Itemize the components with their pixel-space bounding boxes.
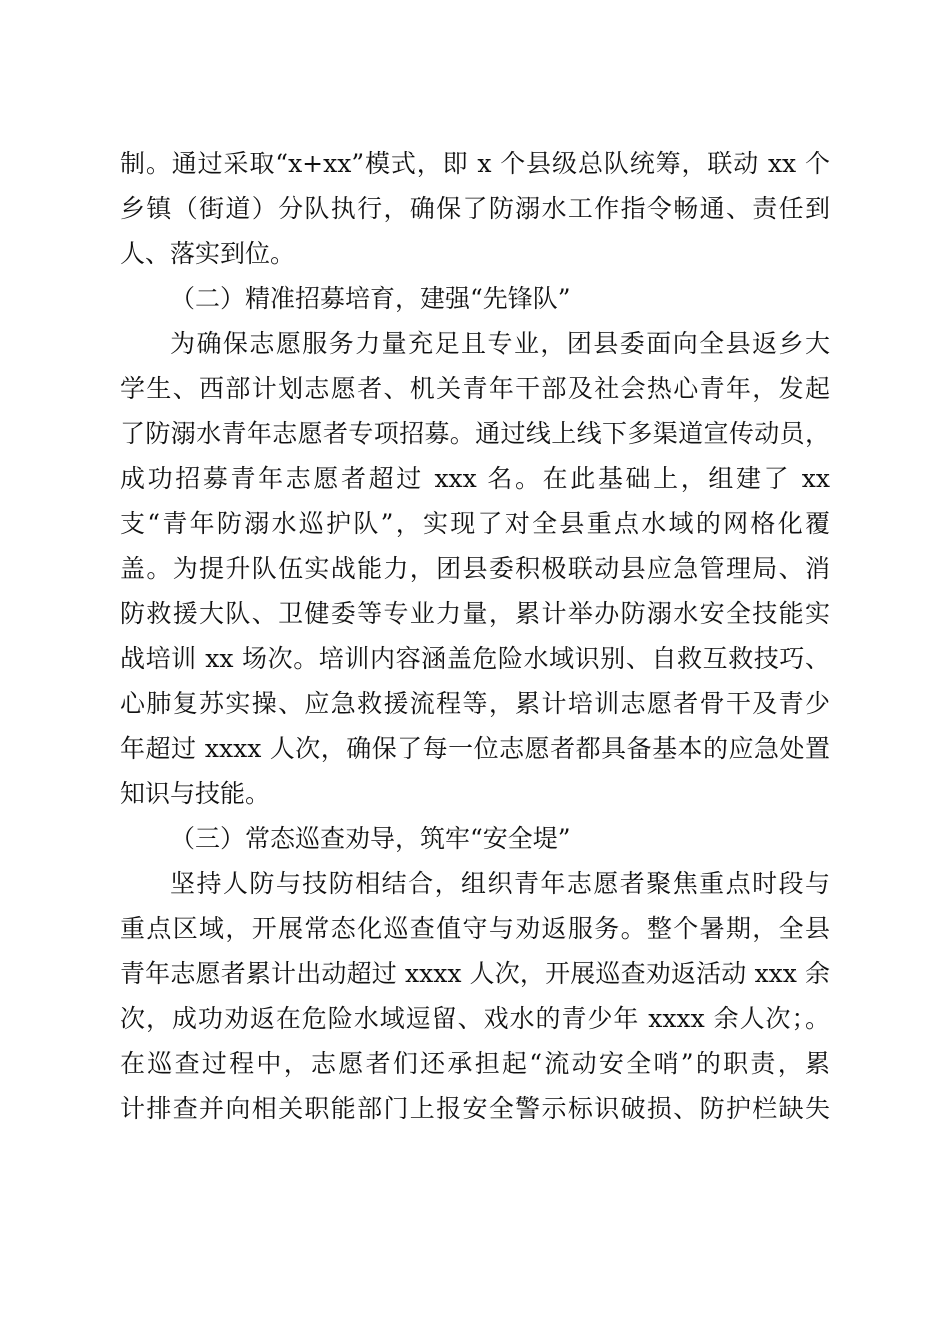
- paragraph-line: 重点区域，开展常态化巡查值守与劝返服务。整个暑期，全县: [120, 914, 830, 943]
- paragraph-line: 战培训 xx 场次。培训内容涵盖危险水域识别、自救互救技巧、: [120, 644, 830, 673]
- paragraph-line: 学生、西部计划志愿者、机关青年干部及社会热心青年，发起: [120, 374, 830, 403]
- paragraph-line: 防救援大队、卫健委等专业力量，累计举办防溺水安全技能实: [120, 599, 830, 628]
- paragraph-line: 坚持人防与技防相结合，组织青年志愿者聚焦重点时段与: [170, 869, 830, 898]
- paragraph-line: 在巡查过程中，志愿者们还承担起“流动安全哨”的职责，累: [120, 1049, 830, 1078]
- paragraph-recruitment: [120, 321, 830, 816]
- paragraph-patrol: [120, 861, 830, 1131]
- paragraph-line: 盖。为提升队伍实战能力，团县委积极联动县应急管理局、消: [120, 554, 830, 583]
- paragraph-line: 知识与技能。: [120, 779, 271, 808]
- paragraph-line: 次，成功劝返在危险水域逗留、戏水的青少年 xxxx 余人次；。: [120, 1004, 830, 1033]
- paragraph-line: 年超过 xxxx 人次，确保了每一位志愿者都具备基本的应急处置: [120, 734, 830, 763]
- paragraph-continued: [120, 141, 830, 276]
- paragraph-line: 计排查并向相关职能部门上报安全警示标识破损、防护栏缺失: [120, 1094, 830, 1123]
- paragraph-line: 青年志愿者累计出动超过 xxxx 人次，开展巡查劝返活动 xxx 余: [120, 959, 830, 988]
- section-heading-2: （二）精准招募培育，建强“先锋队”: [170, 284, 571, 313]
- paragraph-line: 乡镇（街道）分队执行，确保了防溺水工作指令畅通、责任到: [120, 194, 830, 223]
- paragraph-line: 成功招募青年志愿者超过 xxx 名。在此基础上，组建了 xx: [120, 464, 830, 493]
- section-heading-3: （三）常态巡查劝导，筑牢“安全堤”: [170, 824, 571, 853]
- paragraph-line: 为确保志愿服务力量充足且专业，团县委面向全县返乡大: [170, 329, 830, 358]
- paragraph-line: 了防溺水青年志愿者专项招募。通过线上线下多渠道宣传动员，: [120, 419, 830, 448]
- document-body: [120, 141, 830, 1131]
- paragraph-line: 制。通过采取“x+xx”模式，即 x 个县级总队统筹，联动 xx 个: [120, 149, 830, 178]
- paragraph-line: 支“青年防溺水巡护队”，实现了对全县重点水域的网格化覆: [120, 509, 830, 538]
- paragraph-line: 人、落实到位。: [120, 239, 296, 268]
- paragraph-line: 心肺复苏实操、应急救援流程等，累计培训志愿者骨干及青少: [120, 689, 830, 718]
